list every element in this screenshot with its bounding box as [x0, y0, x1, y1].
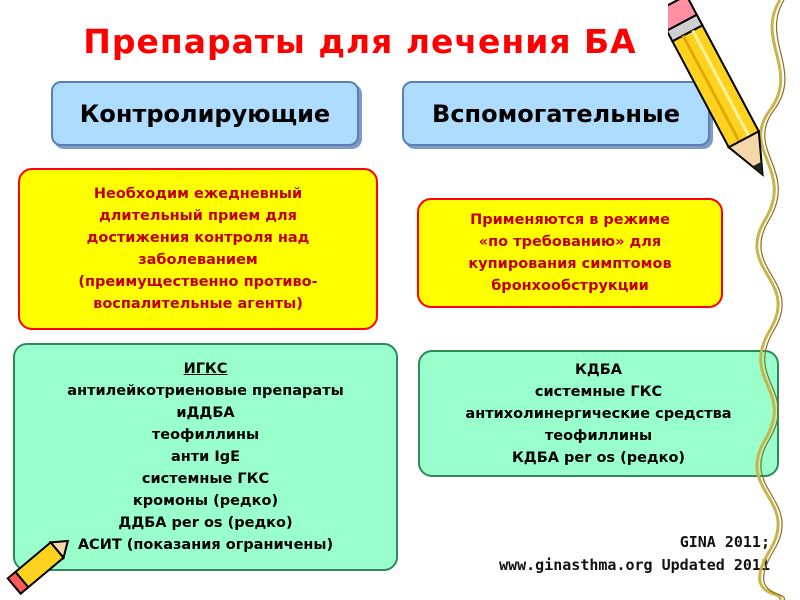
- controller-drug-item: ДДБА per os (редко): [118, 515, 293, 531]
- reliever-drug-item: системные ГКС: [534, 383, 663, 400]
- reliever-drug-item: теофиллины: [544, 427, 653, 444]
- reliever-description-line: купирования симптомов: [468, 256, 672, 272]
- controller-description-line: Необходим ежедневный: [93, 186, 303, 202]
- controller-description-line: достижения контроля над: [86, 230, 310, 246]
- controller-description-line: (преимущественно противо-: [78, 274, 318, 290]
- controller-description-line: длительный прием для: [99, 208, 297, 224]
- source-url: www.ginasthma.org Updated 2011: [499, 556, 770, 574]
- reliever-header-label: Вспомогательные: [432, 99, 680, 128]
- reliever-drug-item: антихолинергические средства: [465, 405, 732, 422]
- pencil-icon: [0, 535, 80, 600]
- reliever-description-line: «по требованию» для: [478, 234, 662, 250]
- reliever-drug-item: КДБА: [574, 361, 623, 378]
- controller-drug-item: иДДБА: [176, 405, 235, 421]
- controller-description-line: воспалительные агенты): [93, 296, 303, 312]
- controller-description-line: заболеванием: [138, 252, 258, 268]
- source-citation: GINA 2011;: [679, 533, 770, 551]
- controller-drug-item: системные ГКС: [141, 471, 270, 487]
- reliever-description-line: бронхообструкции: [491, 278, 649, 294]
- reliever-description-line: Применяются в режиме: [470, 212, 670, 228]
- reliever-drugs-box: [418, 350, 779, 477]
- controller-drug-item: ИГКС: [183, 361, 228, 377]
- controller-header-box: [51, 81, 359, 146]
- controller-drug-item: кромоны (редко): [132, 493, 279, 509]
- controller-drug-item: анти IgE: [170, 449, 241, 465]
- page-title: Препараты для лечения БА: [83, 22, 637, 61]
- controller-drug-item: теофиллины: [151, 427, 260, 443]
- pencil-icon: [668, 0, 780, 200]
- controller-header-label: Контролирующие: [79, 99, 331, 128]
- controller-drug-item: АСИТ (показания ограничены): [77, 537, 334, 553]
- reliever-drug-item: КДБА per os (редко): [511, 449, 686, 466]
- controller-drug-item: антилейкотриеновые препараты: [67, 383, 344, 399]
- reliever-description-box: [417, 198, 723, 308]
- reliever-header-box: [402, 81, 710, 146]
- controller-description-box: [18, 168, 378, 330]
